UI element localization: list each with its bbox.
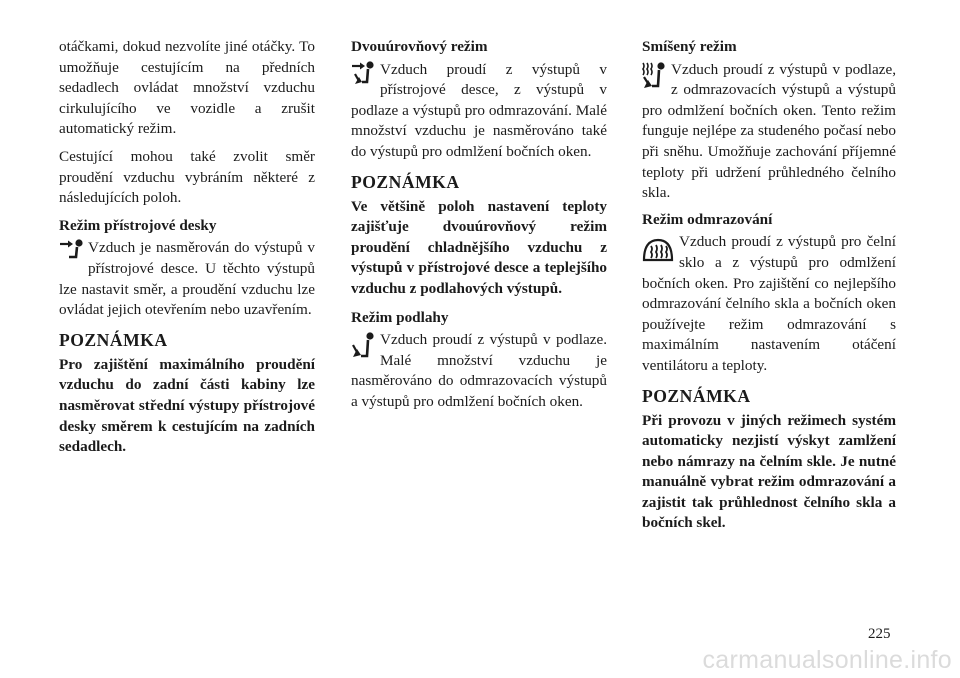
paragraph-airflow-direction: Cestující mohou také zvolit směr proudění vzduchu vybráním některé z následujících poloh. [59, 147, 315, 207]
defrost-mode-section [642, 210, 896, 377]
paragraph-fan-speed: otáčkami, dokud nezvolíte jiné otáčky. To umožňuje cestujícím na předních sedadlech ovládat množství vzduchu cirkulujícího ve vozidle a zrušit automatický režim. [59, 38, 315, 138]
panel-mode-section [59, 216, 315, 321]
floor-mode-section [351, 308, 607, 413]
note-text-1: Pro zajištění maximálního proudění vzduchu do zadní části kabiny lze nasměrovat střední výstupy přístrojové desky směrem k cestujícím na zadních sedadlech. [59, 355, 315, 456]
mix-mode-heading: Smíšený režim [642, 38, 737, 55]
bilevel-mode-text [351, 60, 607, 163]
column-left [59, 37, 315, 466]
bilevel-mode-description: Vzduch proudí z výstupů v přístrojové desce, z výstupů v podlaze a výstupů pro odmrazování. Malé množství vzduchu je nasměrováno také do výstupů pro odmlžení bočních oken. [351, 60, 607, 160]
floor-mode-description: Vzduch proudí z výstupů v podlaze. Malé množství vzduchu je nasměrováno do odmrazovacích výstupů a výstupů pro odmlžení bočních oken. [351, 331, 607, 410]
column-middle [351, 37, 607, 419]
watermark: carmanualsonline.info [702, 646, 952, 674]
note-text-2: Ve většině poloh nastavení teploty zajišťuje dvouúrovňový režim proudění chladnějšího vzduchu z výstupů v přístrojové desce a teplejšího vzduchu z podlahových výstupů. [351, 197, 607, 297]
bilevel-vent-icon [350, 60, 376, 100]
column-right [642, 37, 896, 542]
note-title-1: POZNÁMKA [59, 329, 168, 350]
panel-mode-heading: Režim přístrojové desky [59, 216, 217, 234]
panel-mode-description: Vzduch je nasměrován do výstupů v přístrojové desce. U těchto výstupů lze nastavit směr, a proudění vzduchu lze ovládat jejich otevřením nebo uzavřením. [59, 239, 315, 319]
floor-vent-icon [350, 330, 376, 370]
defrost-icon [641, 232, 675, 272]
note-text-3: Při provozu v jiných režimech systém automaticky nezjistí výskyt zamlžení nebo námrazy na čelním skle. Je nutné manuálně vybrat režim odmrazování a zajistit tak průhlednost čelního skla a bočních skel. [642, 411, 896, 532]
mix-mode-description: Vzduch proudí z výstupů v podlaze, z odmrazovacích výstupů a výstupů pro odmlžení bočních oken. Tento režim funguje nejlépe za studeného počasí nebo při sněhu. Umožňuje zachování příjemné teploty při udržení průhledného čelního skla. [642, 60, 896, 202]
mix-mode-text [642, 60, 896, 204]
page-number: 225 [868, 626, 891, 642]
mix-vent-icon [641, 60, 667, 100]
note-title-3: POZNÁMKA [642, 385, 751, 406]
defrost-mode-heading: Režim odmrazování [642, 210, 773, 228]
panel-mode-text [59, 238, 315, 320]
bilevel-mode-heading: Dvouúrovňový režim [351, 38, 488, 55]
bilevel-mode-section [351, 37, 607, 163]
defrost-mode-text [642, 232, 896, 376]
panel-vent-icon [58, 238, 84, 260]
mix-mode-section [642, 37, 896, 204]
floor-mode-heading: Režim podlahy [351, 308, 449, 326]
defrost-mode-description: Vzduch proudí z výstupů pro čelní sklo a z výstupů pro odmlžení bočních oken. Pro zajištění co nejlepšího odmrazování čelního skla a bočních oken používejte režim odmrazování s maximálním nastavením otáčení ventilátoru a teploty. [642, 233, 896, 374]
floor-mode-text [351, 330, 607, 412]
note-title-2: POZNÁMKA [351, 171, 460, 192]
